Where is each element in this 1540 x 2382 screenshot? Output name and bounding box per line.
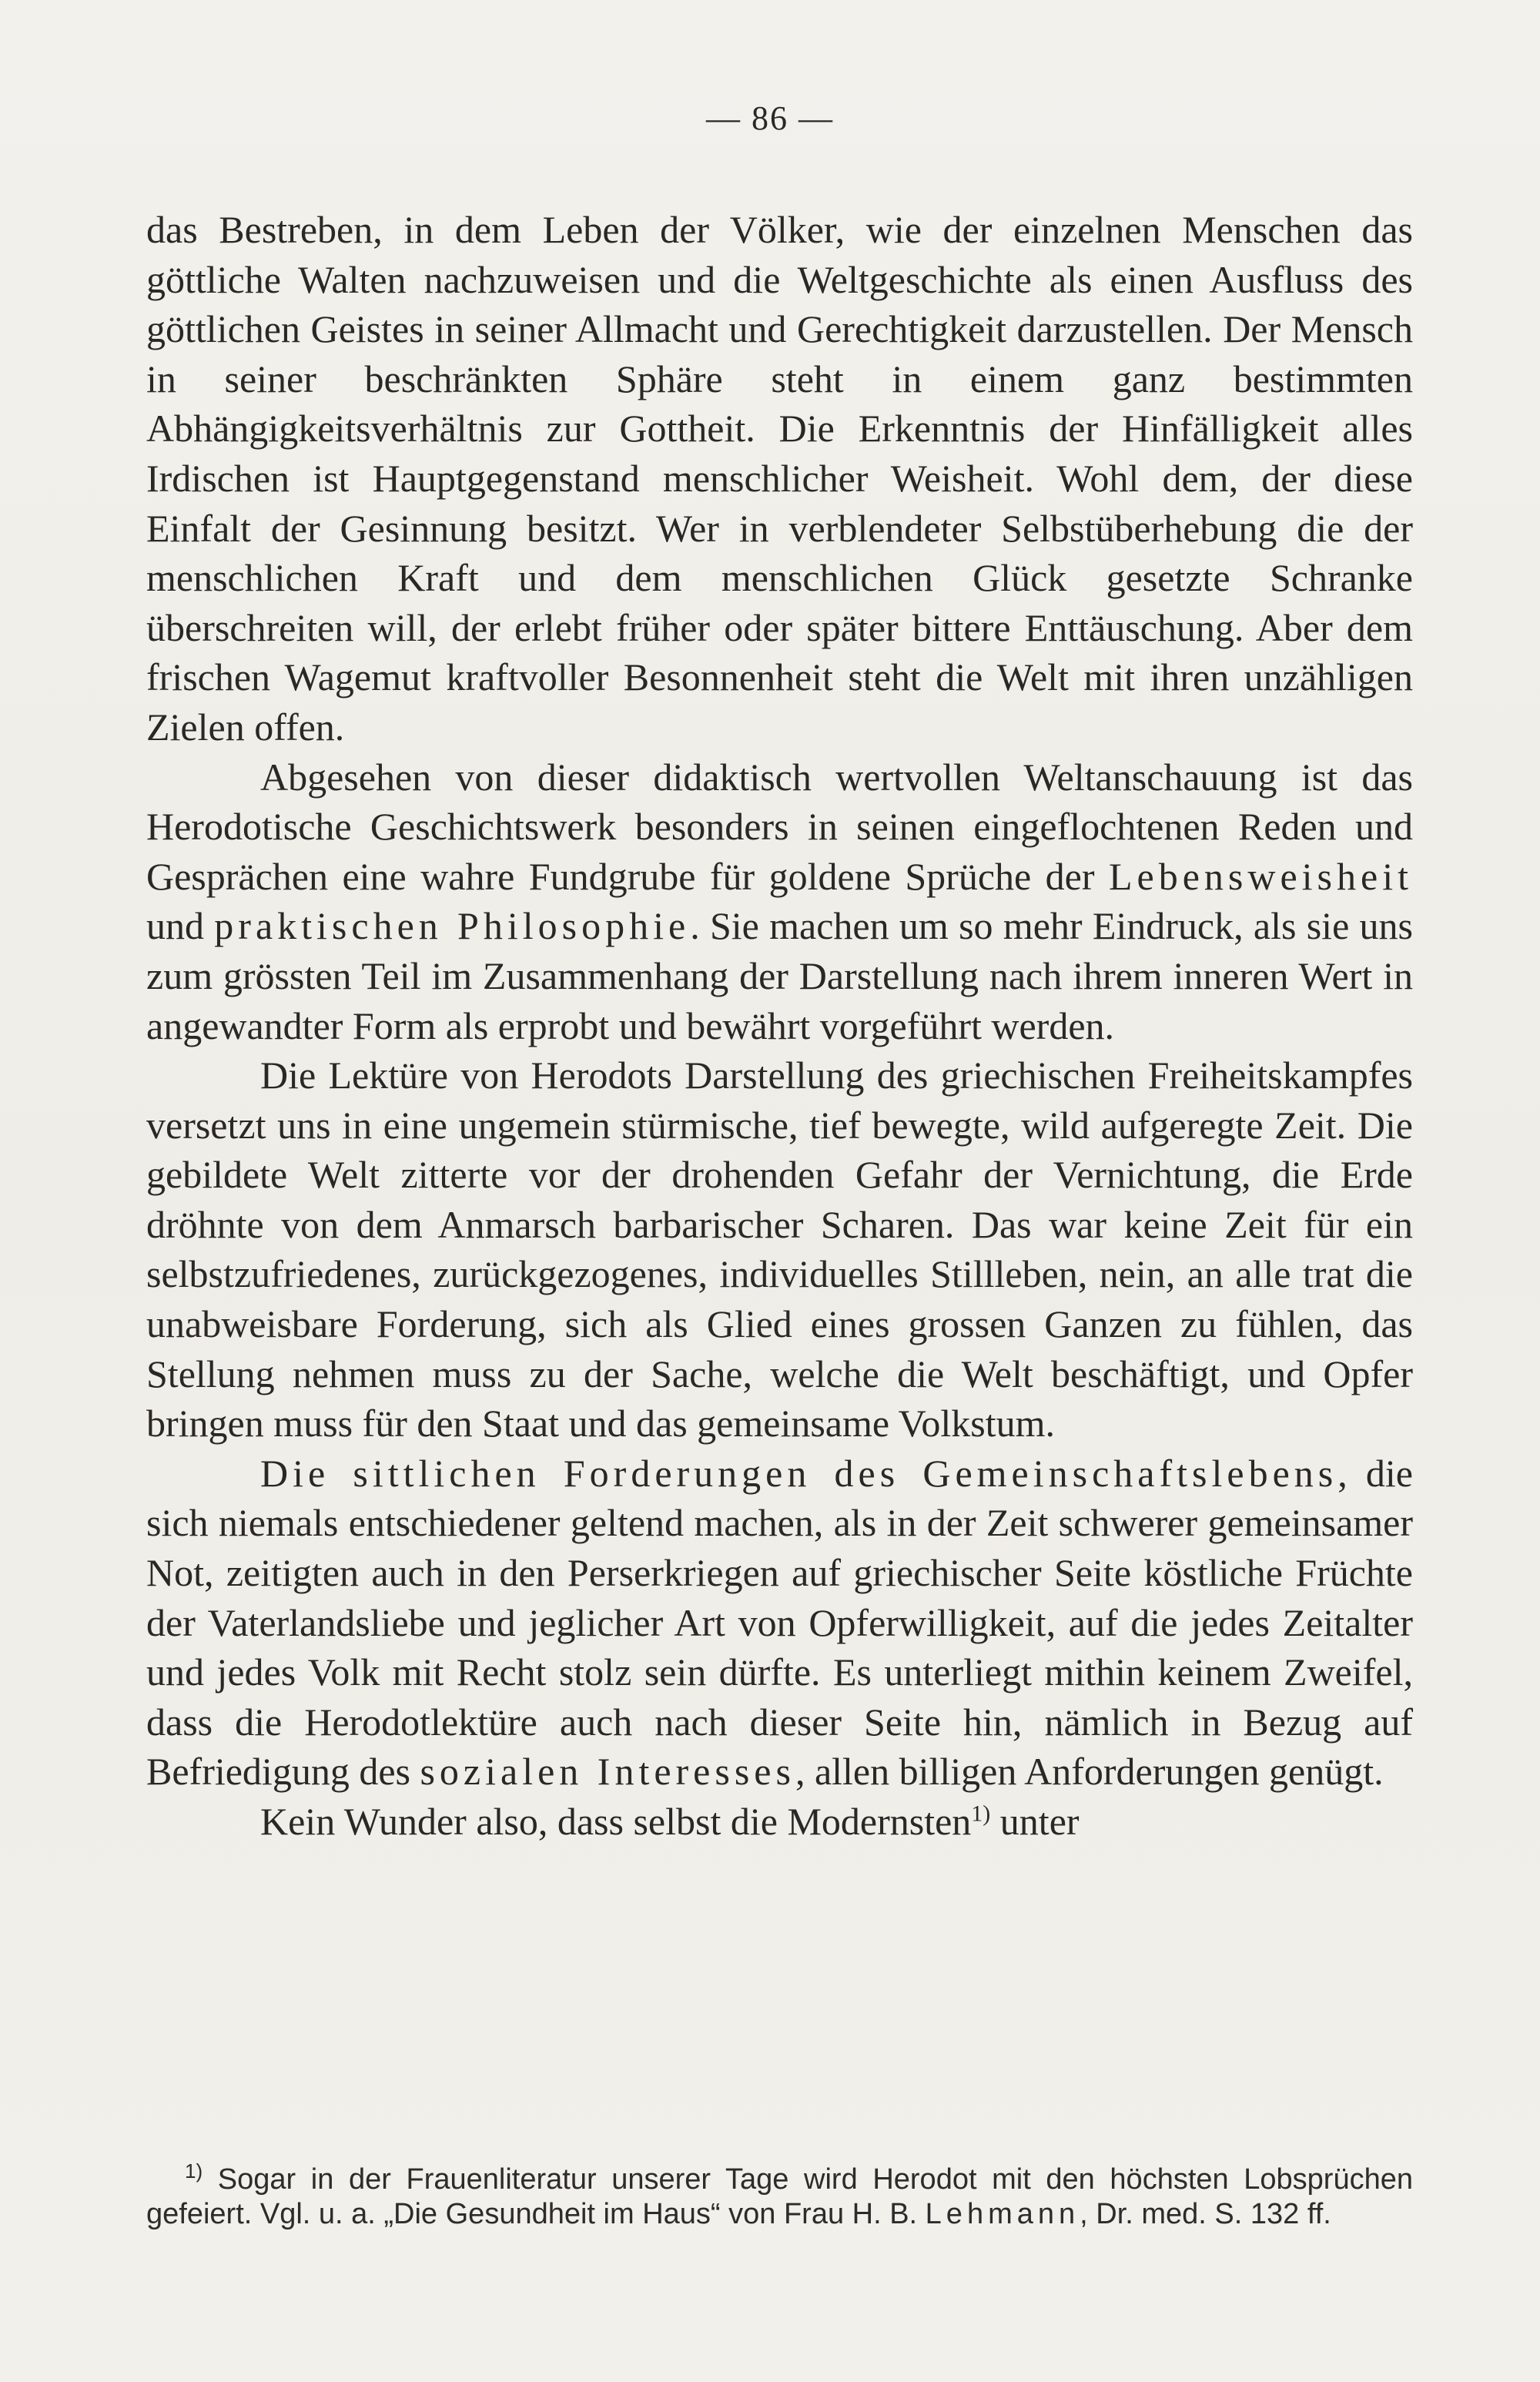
text-run: Abgesehen von dieser didaktisch wertvollen Weltanschauung ist das Herodotische Geschichtswerk besonders in seinen eingeflochtenen Reden und Gesprächen eine wahre Fundgrube für goldene Sprüche der xyxy=(146,755,1413,898)
footnote-text-before: Sogar in der Frauenliteratur unserer Tage wird Herodot mit den höchsten Lobsprüchen gefeiert. Vgl. u. a. „Die Gesundheit im Haus“ von Frau H. B. xyxy=(146,2163,1413,2230)
paragraph xyxy=(146,205,1413,752)
text-run: . Sie machen um so mehr Eindruck, als sie uns zum grössten Teil im Zusammenhang der Darstellung nach ihrem inneren Wert in angewandter Form als erprobt und bewährt vorgeführt werden. xyxy=(146,904,1414,1047)
paragraph xyxy=(146,1050,1413,1449)
text-run: und xyxy=(146,904,215,948)
footnote-reference: 1) xyxy=(971,1801,991,1827)
text-run: Die Lektüre von Herodots Darstellung des griechischen Freiheitskampfes versetzt uns in eine ungemein stürmische, tief bewegte, wild aufgeregte Zeit. Die gebildete Welt zitterte vor der drohenden Gefahr der Vernichtung, die Erde dröhnte von dem Anmarsch barbarischer Scharen. Das war keine Zeit für ein selbstzufriedenes, zurückgezogenes, individuelles Stillleben, nein, an alle trat die unabweisbare Forderung, sich als Glied eines grossen Ganzen zu fühlen, das Stellung nehmen muss zu der Sache, welche die Welt beschäftigt, und Opfer bringen muss für den Staat und das gemeinsame Volkstum. xyxy=(146,1054,1413,1446)
emphasized-text: sozialen Interesses xyxy=(420,1750,795,1794)
paragraph xyxy=(146,1797,1413,1847)
text-run: unter xyxy=(990,1800,1080,1843)
page-number: — 86 — xyxy=(706,99,834,137)
footnote xyxy=(146,2159,1413,2232)
emphasized-text: Die sittlichen Forderungen des Gemeinschaftslebens xyxy=(260,1451,1338,1495)
text-run: Kein Wunder also, dass selbst die Modernsten xyxy=(260,1800,972,1843)
emphasized-text: Lebensweisheit xyxy=(1108,854,1413,898)
text-run: , die sich niemals entschiedener geltend machen, als in der Zeit schwerer gemeinsamer Not, zeitigten auch in den Perserkriegen auf griechischer Seite köstliche Früchte der Vaterlandsliebe und jeglicher Art von Opferwilligkeit, auf die jedes Zeitalter und jedes Volk mit Recht stolz sein dürfte. Es unterliegt mithin keinem Zweifel, dass die Herodotlektüre auch nach dieser Seite hin, nämlich in Bezug auf Befriedigung des xyxy=(146,1451,1413,1794)
footnote-mark: 1) xyxy=(185,2159,203,2183)
emphasized-text: praktischen Philosophie xyxy=(214,904,691,948)
footnote-text-after: , Dr. med. S. 132 ff. xyxy=(1080,2198,1331,2230)
footnote-author-name: Lehmann xyxy=(925,2198,1080,2230)
paragraph xyxy=(146,1449,1413,1797)
paragraph xyxy=(146,752,1413,1051)
text-run: das Bestreben, in dem Leben der Völker, wie der einzelnen Menschen das göttliche Walten nachzuweisen und die Weltgeschichte als einen Ausfluss des göttlichen Geistes in seiner Allmacht und Gerechtigkeit darzustellen. Der Mensch in seiner beschränkten Sphäre steht in einem ganz bestimmten Abhängigkeitsverhältnis zur Gottheit. Die Erkenntnis der Hinfälligkeit alles Irdischen ist Hauptgegenstand menschlicher Weisheit. Wohl dem, der diese Einfalt der Gesinnung besitzt. Wer in verblendeter Selbstüberhebung die der menschlichen Kraft und dem menschlichen Glück gesetzte Schranke überschreiten will, der erlebt früher oder später bittere Enttäuschung. Aber dem frischen Wagemut kraftvoller Besonnenheit steht die Welt mit ihren unzähligen Zielen offen. xyxy=(146,208,1413,749)
text-run: , allen billigen Anforderungen genügt. xyxy=(795,1750,1384,1794)
body-text xyxy=(146,205,1413,1847)
